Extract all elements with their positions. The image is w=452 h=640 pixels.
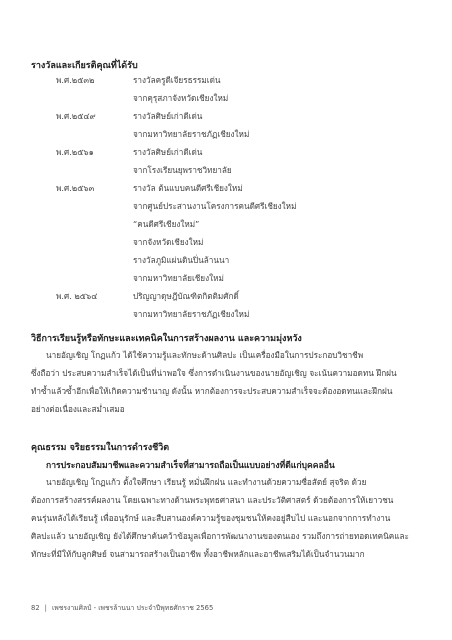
award-year: พ.ศ.๒๕๓๒ [56, 75, 95, 85]
footer-separator: | [44, 604, 47, 612]
paragraph-line: ทำซ้ำแล้วซ้ำอีกเพื่อให้เกิดความชำนาญ ดังนั้น หากต้องการจะประสบความสำเร็จจะต้องอดทนและฝึกฝน [31, 386, 393, 396]
paragraph-line: ทักษะที่มีให้กับลูกศิษย์ จนสามารถสร้างเป็นอาชีพ ทั้งอาชีพหลักและอาชีพเสริมได้เป็นจำนวนมาก [31, 549, 365, 559]
award-year: พ.ศ.๒๕๖๑ [56, 147, 94, 157]
paragraph-line: ต้องการสร้างสรรค์ผลงาน โดยเฉพาะทางด้านพระพุทธศาสนา และประวัติศาสตร์ ด้วยต้องการให้เยาวชน [31, 495, 394, 505]
ethics-subheading: การประกอบสัมมาชีพและความสำเร็จที่สามารถถือเป็นแบบอย่างที่ดีแก่บุคคลอื่น [46, 461, 335, 471]
paragraph-line: ซึ่งถือว่า ประสบความสำเร็จได้เป็นที่น่าพอใจ ซึ่งการดำเนินงานของนายอัญเชิญ จะเน้นความอดทน ฝึกฝน [31, 368, 397, 378]
award-year: พ.ศ.๒๕๖๓ [56, 183, 95, 193]
award-year: พ.ศ.๒๕๔๙ [56, 111, 96, 121]
award-line: รางวัลศิษย์เก่าดีเด่น [133, 147, 203, 157]
award-line: รางวัลครูดีเจียรธรรมเด่น [133, 75, 221, 85]
award-line: จากโรงเรียนยุพราชวิทยาลัย [133, 165, 232, 175]
footer-text: เพชรงามศิลป์ - เพชรล้านนา ประจำปีพุทธศักราช 2565 [51, 604, 214, 612]
award-line: จากมหาวิทยาลัยราชภัฏเชียงใหม่ [133, 129, 250, 139]
paragraph-line: นายอัญเชิญ โกฏแก้ว ตั้งใจศึกษา เรียนรู้ หมั่นฝึกฝน และทำงานด้วยความซื่อสัตย์ สุจริต ด้วย [46, 477, 367, 487]
award-line: จากมหาวิทยาลัยราชภัฏเชียงใหม่ [133, 309, 250, 319]
paragraph-line: อย่างต่อเนื่องและสม่ำเสมอ [31, 404, 125, 414]
award-line: จากศูนย์ประสานงานโครงการคนดีศรีเชียงใหม่ [133, 201, 297, 211]
page-footer [31, 602, 213, 613]
learning-heading: วิธีการเรียนรู้หรือทักษะและเทคนิคในการสร้างผลงาน และความมุ่งหวัง [31, 334, 302, 344]
award-line: จากจังหวัดเชียงใหม่ [133, 237, 204, 247]
award-line: จากมหาวิทยาลัยเชียงใหม่ [133, 273, 224, 283]
award-line: “คนดีศรีเชียงใหม่” [133, 219, 200, 229]
award-line: จากคุรุสภาจังหวัดเชียงใหม่ [133, 93, 229, 103]
award-line: ปริญญาดุษฎีบัณฑิตกิตติมศักดิ์ [133, 291, 239, 301]
ethics-heading: คุณธรรม จริยธรรมในการดำรงชีวิต [31, 443, 170, 453]
award-line: รางวัล ต้นแบบคนดีศรีเชียงใหม่ [133, 183, 243, 193]
page-number: 82 [31, 604, 40, 612]
award-line: รางวัลภูมิแผ่นดินปิ่นล้านนา [133, 255, 230, 265]
paragraph-line: นายอัญเชิญ โกฏแก้ว ได้ใช้ความรู้และทักษะด้านศิลปะ เป็นเครื่องมือในการประกอบวิชาชีพ [46, 350, 364, 360]
awards-heading: รางวัลและเกียรติคุณที่ได้รับ [31, 61, 138, 71]
paragraph-line: คนรุ่นหลังได้เรียนรู้ เพื่ออนุรักษ์ และสืบสานองค์ความรู้ของชุมชนให้คงอยู่สืบไป และนอกจากการทำงาน [31, 513, 391, 523]
award-line: รางวัลศิษย์เก่าดีเด่น [133, 111, 203, 121]
paragraph-line: ศิลปะแล้ว นายอัญเชิญ ยังได้ศึกษาค้นคว้าข้อมูลเพื่อการพัฒนางานของตนเอง รวมถึงการถ่ายทอดเทคนิคและ [31, 531, 409, 541]
award-year: พ.ศ. ๒๕๖๔ [56, 291, 98, 301]
